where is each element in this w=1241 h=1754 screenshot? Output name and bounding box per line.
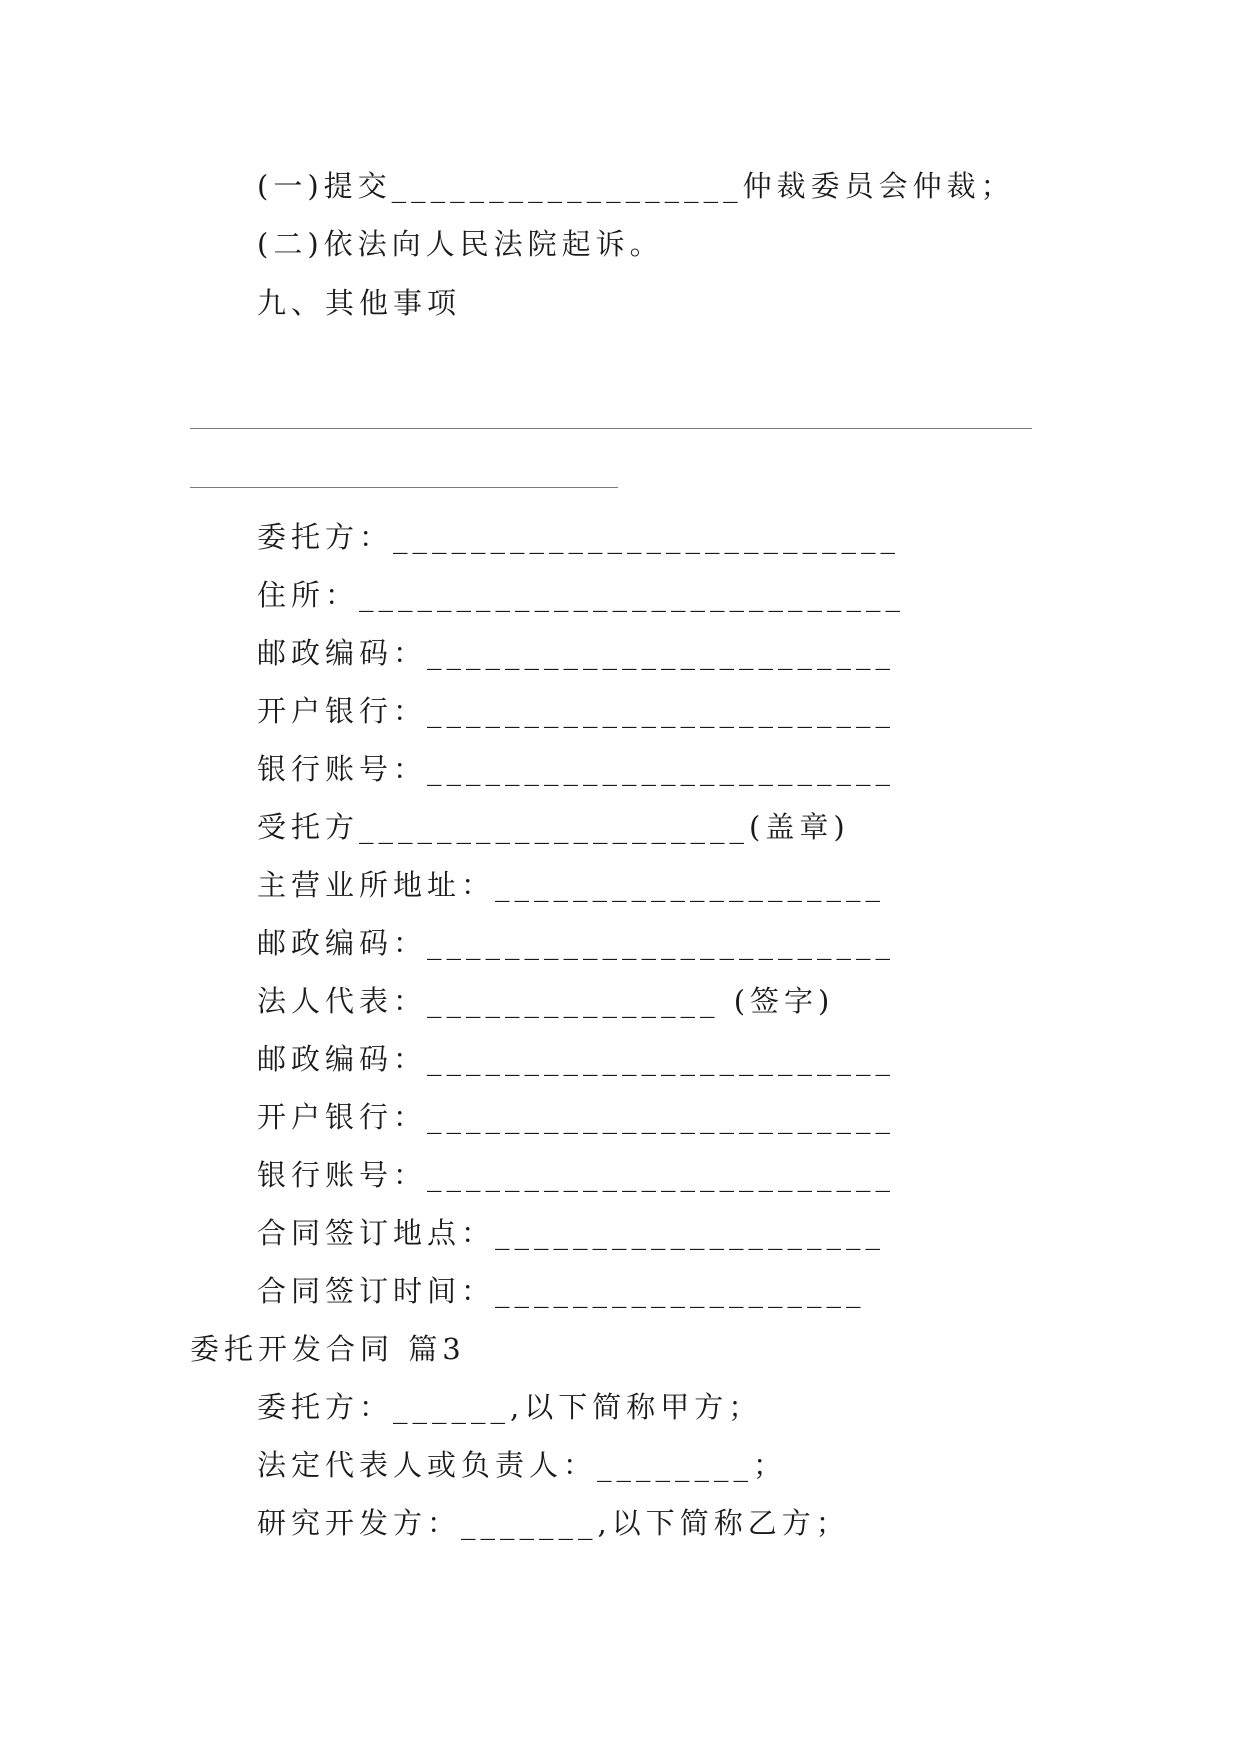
field-contract-signing-place: 合同签订地点：____________________ [257,1216,886,1250]
field-contract-signing-time: 合同签订时间：___________________ [257,1274,866,1308]
field-party-b: 研究开发方：_______,以下简称乙方； [257,1506,850,1540]
field-postal-code: 邮政编码：________________________ [257,926,896,960]
field-postal-code: 邮政编码：________________________ [257,1042,896,1076]
clause-arbitration-submit: (一)提交__________________仲裁委员会仲裁； [257,169,1015,203]
field-party-a: 委托方：______,以下简称甲方； [257,1390,763,1424]
clause-court-suit: (二)依法向人民法院起诉。 [257,227,664,261]
blank-fill-line [190,428,1032,429]
field-address: 住所：____________________________ [257,578,906,612]
field-main-business-address: 主营业所地址：____________________ [257,868,886,902]
field-trustee-seal: 受托方____________________(盖章) [257,810,850,844]
field-entrusting-party: 委托方：__________________________ [257,520,901,554]
field-opening-bank: 开户银行：________________________ [257,694,896,728]
field-legal-representative-signature: 法人代表：_______________ (签字) [257,984,835,1018]
field-postal-code: 邮政编码：________________________ [257,636,896,670]
document-title: 委托开发合同 篇3 [190,1332,466,1366]
field-legal-representative: 法定代表人或负责人：________； [257,1448,788,1482]
field-bank-account: 银行账号：________________________ [257,752,896,786]
blank-fill-line [190,487,618,488]
field-opening-bank: 开户银行：________________________ [257,1100,896,1134]
section-heading-other-matters: 九、其他事项 [257,286,462,320]
field-bank-account: 银行账号：________________________ [257,1158,896,1192]
